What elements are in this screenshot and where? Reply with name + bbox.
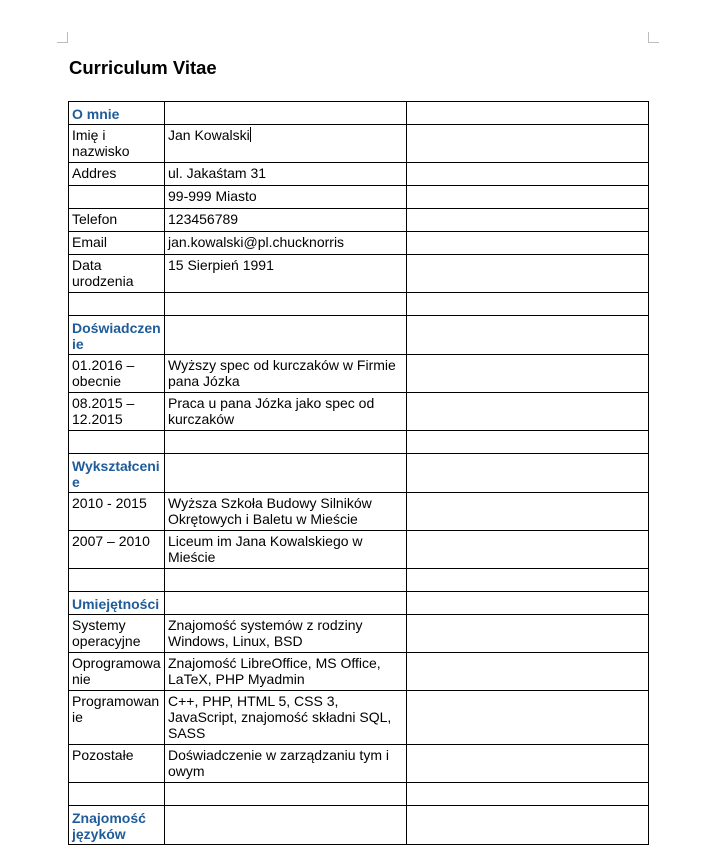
extra-cell[interactable]: [407, 454, 649, 493]
value-text: Jan Kowalski: [168, 127, 250, 143]
label-cell[interactable]: 01.2016 – obecnie: [69, 355, 165, 393]
label-cell[interactable]: Telefon: [69, 209, 165, 232]
value-text: Wyższa Szkoła Budowy Silników Okrętowych i Baletu w Mieście: [168, 495, 372, 527]
label-cell[interactable]: Email: [69, 232, 165, 255]
value-cell[interactable]: [165, 745, 407, 783]
value-cell[interactable]: [165, 102, 407, 125]
value-cell[interactable]: [165, 393, 407, 431]
value-text: jan.kowalski@pl.chucknorris: [168, 234, 345, 250]
extra-cell[interactable]: [407, 393, 649, 431]
value-cell[interactable]: [165, 615, 407, 653]
section-header-row: [69, 806, 649, 845]
value-cell[interactable]: [165, 653, 407, 691]
extra-cell[interactable]: [407, 102, 649, 125]
label-cell[interactable]: Addres: [69, 163, 165, 186]
table-row: [69, 493, 649, 531]
text-cursor: [250, 127, 251, 142]
extra-cell[interactable]: [407, 615, 649, 653]
label-cell[interactable]: [69, 783, 165, 806]
section-header-row: [69, 592, 649, 615]
value-text: Znajomość LibreOffice, MS Office, LaTeX, PHP Myadmin: [168, 655, 381, 687]
section-header-row: [69, 316, 649, 355]
extra-cell[interactable]: [407, 355, 649, 393]
table-row: [69, 745, 649, 783]
table-row: [69, 653, 649, 691]
label-cell[interactable]: [69, 431, 165, 454]
value-cell[interactable]: [165, 569, 407, 592]
value-cell[interactable]: [165, 493, 407, 531]
value-cell[interactable]: [165, 316, 407, 355]
section-header-row: [69, 102, 649, 125]
section-heading[interactable]: Znajomość języków: [69, 806, 165, 845]
value-cell[interactable]: [165, 454, 407, 493]
section-heading[interactable]: Doświadczenie: [69, 316, 165, 355]
value-text: Praca u pana Józka jako spec od kurczaków: [168, 395, 375, 427]
value-cell[interactable]: [165, 783, 407, 806]
value-cell[interactable]: [165, 355, 407, 393]
value-text: Wyższy spec od kurczaków w Firmie pana Józka: [168, 357, 396, 389]
value-text: Doświadczenie w zarządzaniu tym i owym: [168, 747, 389, 779]
value-cell[interactable]: [165, 531, 407, 569]
value-text: 123456789: [168, 211, 239, 227]
section-heading[interactable]: Wykształcenie: [69, 454, 165, 493]
value-cell[interactable]: [165, 691, 407, 745]
value-text: 15 Sierpień 1991: [168, 257, 274, 273]
value-cell[interactable]: [165, 209, 407, 232]
extra-cell[interactable]: [407, 163, 649, 186]
section-header-row: [69, 454, 649, 493]
extra-cell[interactable]: [407, 569, 649, 592]
label-cell[interactable]: Oprogramowanie: [69, 653, 165, 691]
value-text: C++, PHP, HTML 5, CSS 3, JavaScript, znajomość składni SQL, SASS: [168, 693, 392, 741]
table-row: [69, 355, 649, 393]
label-cell[interactable]: Programowanie: [69, 691, 165, 745]
extra-cell[interactable]: [407, 592, 649, 615]
table-row: [69, 255, 649, 293]
extra-cell[interactable]: [407, 431, 649, 454]
extra-cell[interactable]: [407, 255, 649, 293]
value-cell[interactable]: [165, 592, 407, 615]
table-row: [69, 232, 649, 255]
label-cell[interactable]: [69, 569, 165, 592]
empty-row: [69, 293, 649, 316]
value-cell[interactable]: [165, 293, 407, 316]
label-cell[interactable]: 2010 - 2015: [69, 493, 165, 531]
page-corner-marker-top-right: [648, 32, 659, 43]
label-cell[interactable]: Pozostałe: [69, 745, 165, 783]
value-cell[interactable]: [165, 806, 407, 845]
table-row: [69, 691, 649, 745]
extra-cell[interactable]: [407, 293, 649, 316]
extra-cell[interactable]: [407, 232, 649, 255]
table-row: [69, 393, 649, 431]
extra-cell[interactable]: [407, 531, 649, 569]
value-cell[interactable]: [165, 431, 407, 454]
label-cell[interactable]: Systemy operacyjne: [69, 615, 165, 653]
table-row: [69, 163, 649, 186]
extra-cell[interactable]: [407, 745, 649, 783]
label-cell[interactable]: 08.2015 – 12.2015: [69, 393, 165, 431]
cv-table[interactable]: [68, 101, 649, 845]
extra-cell[interactable]: [407, 209, 649, 232]
empty-row: [69, 569, 649, 592]
extra-cell[interactable]: [407, 806, 649, 845]
extra-cell[interactable]: [407, 783, 649, 806]
table-row: [69, 209, 649, 232]
table-row: [69, 186, 649, 209]
value-cell[interactable]: [165, 232, 407, 255]
value-cell[interactable]: [165, 186, 407, 209]
label-cell[interactable]: Data urodzenia: [69, 255, 165, 293]
extra-cell[interactable]: [407, 653, 649, 691]
value-cell[interactable]: [165, 163, 407, 186]
value-text: ul. Jakaśtam 31: [168, 165, 267, 181]
page-corner-marker-top-left: [57, 32, 68, 43]
section-heading[interactable]: Umiejętności: [69, 592, 165, 615]
empty-row: [69, 431, 649, 454]
label-cell[interactable]: Imię i nazwisko: [69, 125, 165, 163]
section-heading[interactable]: O mnie: [69, 102, 165, 125]
extra-cell[interactable]: [407, 316, 649, 355]
value-text: Liceum im Jana Kowalskiego w Mieście: [168, 533, 363, 565]
extra-cell[interactable]: [407, 125, 649, 163]
extra-cell[interactable]: [407, 186, 649, 209]
label-cell[interactable]: [69, 293, 165, 316]
value-cell[interactable]: [165, 255, 407, 293]
label-cell[interactable]: 2007 – 2010: [69, 531, 165, 569]
table-row: [69, 125, 649, 163]
extra-cell[interactable]: [407, 493, 649, 531]
extra-cell[interactable]: [407, 691, 649, 745]
label-cell[interactable]: [69, 186, 165, 209]
document-title[interactable]: Curriculum Vitae: [69, 57, 217, 78]
table-row: [69, 615, 649, 653]
value-cell[interactable]: [165, 125, 407, 163]
table-row: [69, 531, 649, 569]
value-text: 99-999 Miasto: [168, 188, 257, 204]
value-text: Znajomość systemów z rodziny Windows, Linux, BSD: [168, 617, 363, 649]
empty-row: [69, 783, 649, 806]
